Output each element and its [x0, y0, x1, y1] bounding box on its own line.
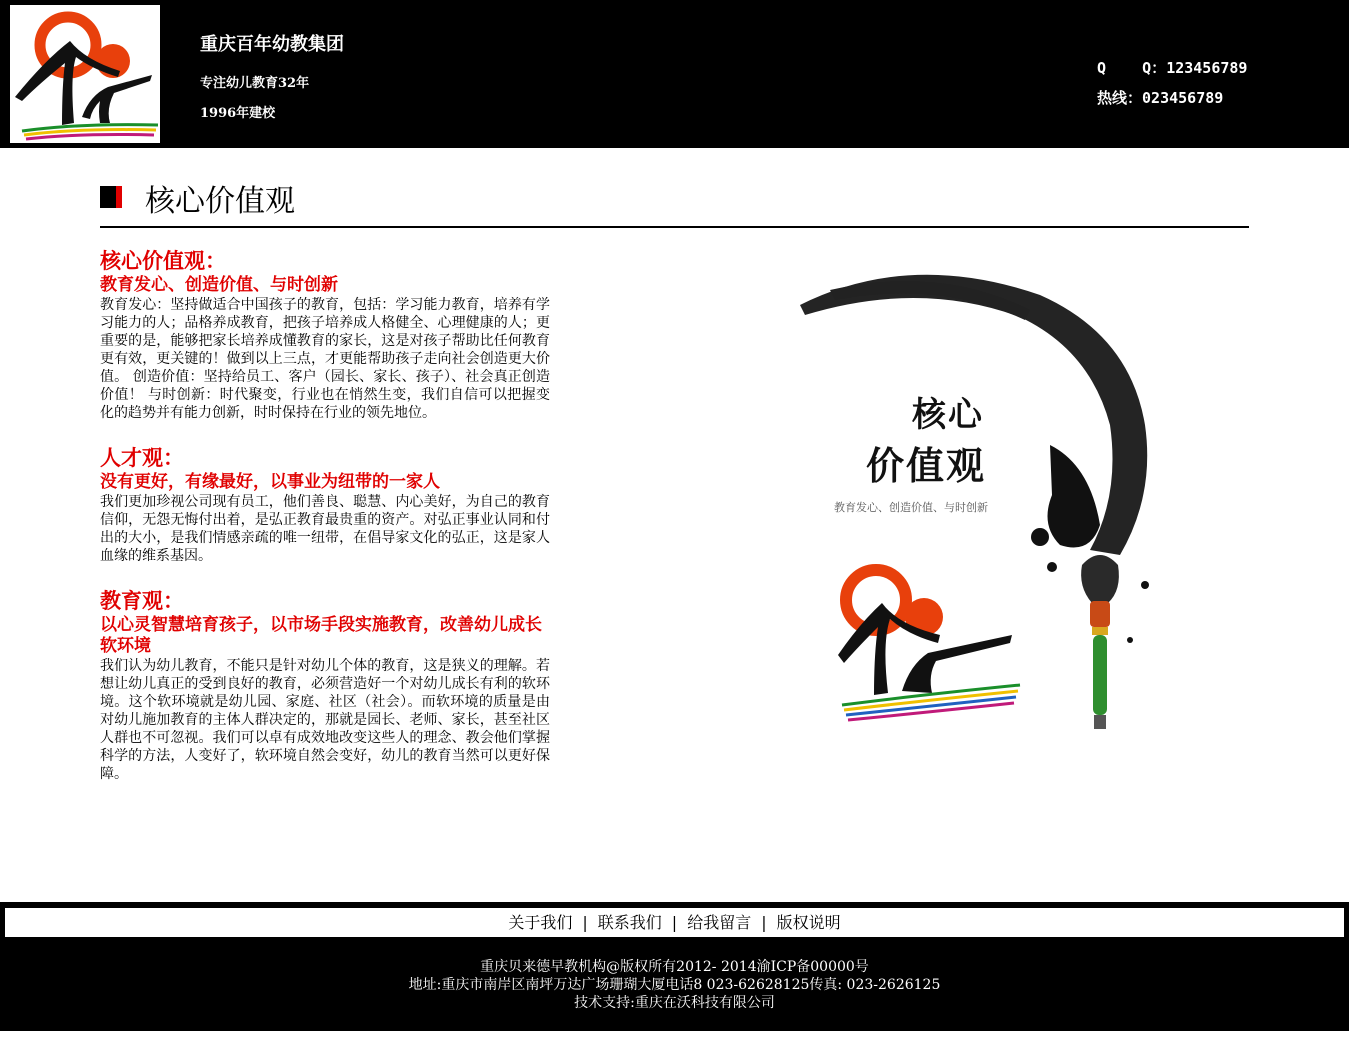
artwork-tagline: 教育发心、创造价值、与时创新: [834, 501, 988, 514]
section-education-view: [100, 587, 550, 783]
qq-label: Q Q：: [1097, 59, 1167, 77]
site-footer: [0, 902, 1349, 1031]
footer-separator: |: [671, 913, 678, 932]
qq-value: 123456789: [1166, 59, 1248, 77]
brand-tagline: 专注幼儿教育32年: [200, 76, 310, 91]
footer-link-copyright[interactable]: 版权说明: [776, 913, 841, 932]
footer-link-about[interactable]: 关于我们: [508, 913, 573, 932]
contact-hotline: [1097, 87, 1223, 108]
page-title: 核心价值观: [145, 184, 295, 219]
artwork-title-line2: 价值观: [866, 443, 987, 488]
section-body: 教育发心：坚持做适合中国孩子的教育，包括：学习能力教育，培养有学习能力的人；品格养成教育，把孩子培养成人格健全、心理健康的人；更重要的是，能够把家长培养成懂教育的家长，这是对孩子帮助比任何教育更有效，更关键的！做到以上三点，才更能帮助孩子走向社会创造更大价值。 创造价值：坚持给员工、客户（园长、家长、孩子）、社会真正创造价值！ 与时创新：时代聚变，行业也在悄然生变，我们自信可以把握变化的趋势并有能力创新，时时保持在行业的领先地位。: [100, 297, 550, 421]
section-heading: 教育观：: [100, 588, 184, 613]
site-header: [0, 0, 1349, 148]
footer-link-message[interactable]: 给我留言: [687, 913, 752, 932]
artwork-title-line1: 核心: [912, 395, 984, 435]
footer-link-contact[interactable]: 联系我们: [597, 913, 662, 932]
footer-address: 地址:重庆市南岸区南坪万达广场珊瑚大厦电话8 023-62628125传真: 023-2626125: [408, 977, 941, 993]
section-gap: [100, 422, 550, 444]
footer-info: [0, 958, 1349, 1012]
footer-copyright: 重庆贝来德早教机构@版权所有2012- 2014渝ICP备00000号: [480, 959, 869, 975]
section-talent-view: [100, 444, 550, 565]
section-core-values: [100, 247, 550, 422]
brand-title: 重庆百年幼教集团: [200, 34, 344, 55]
section-subheading: 没有更好，有缘最好，以事业为纽带的一家人: [100, 472, 440, 492]
title-marker-icon: [100, 186, 122, 208]
brand-founded: 1996年建校: [200, 106, 276, 121]
title-divider: [100, 226, 1249, 228]
footer-support: 技术支持:重庆在沃科技有限公司: [574, 995, 775, 1011]
section-subheading: 以心灵智慧培育孩子，以市场手段实施教育，改善幼儿成长软环境: [100, 615, 542, 656]
title-marker-red: [116, 186, 122, 208]
footer-nav: [5, 908, 1344, 937]
hotline-value: 023456789: [1142, 89, 1224, 107]
school-logo-svg: [10, 5, 160, 143]
section-gap: [100, 565, 550, 587]
section-subheading: 教育发心、创造价值、与时创新: [100, 275, 338, 295]
section-heading: 人才观：: [100, 445, 184, 470]
footer-separator: |: [761, 913, 767, 932]
content-column: [100, 247, 550, 783]
title-marker-black: [100, 186, 116, 208]
section-heading: 核心价值观：: [100, 248, 226, 273]
section-body: 我们更加珍视公司现有员工，他们善良、聪慧、内心美好，为自己的教育信仰，无怨无悔付出着，是弘正教育最贵重的资产。对弘正事业认同和付出的大小，是我们情感亲疏的唯一纽带，在倡导家文化的弘正，这是家人血缘的维系基因。: [100, 494, 550, 564]
contact-qq: [1097, 57, 1247, 78]
core-values-artwork: [790, 255, 1180, 745]
hotline-label: 热线：: [1097, 89, 1143, 107]
footer-separator: |: [582, 913, 588, 932]
school-logo-icon[interactable]: [10, 5, 160, 143]
section-body: 我们认为幼儿教育，不能只是针对幼儿个体的教育，这是狭义的理解。若想让幼儿真正的受到良好的教育，必须营造好一个对幼儿成长有利的软环境。这个软环境就是幼儿园、家庭、社区（社会）。而软环境的质量是由对幼儿施加教育的主体人群决定的，那就是园长、老师、家长，甚至社区人群也不可忽视。我们可以卓有成效地改变这些人的理念、教会他们掌握科学的方法，人变好了，软环境自然会变好，幼儿的教育当然可以更好保障。: [100, 658, 550, 782]
